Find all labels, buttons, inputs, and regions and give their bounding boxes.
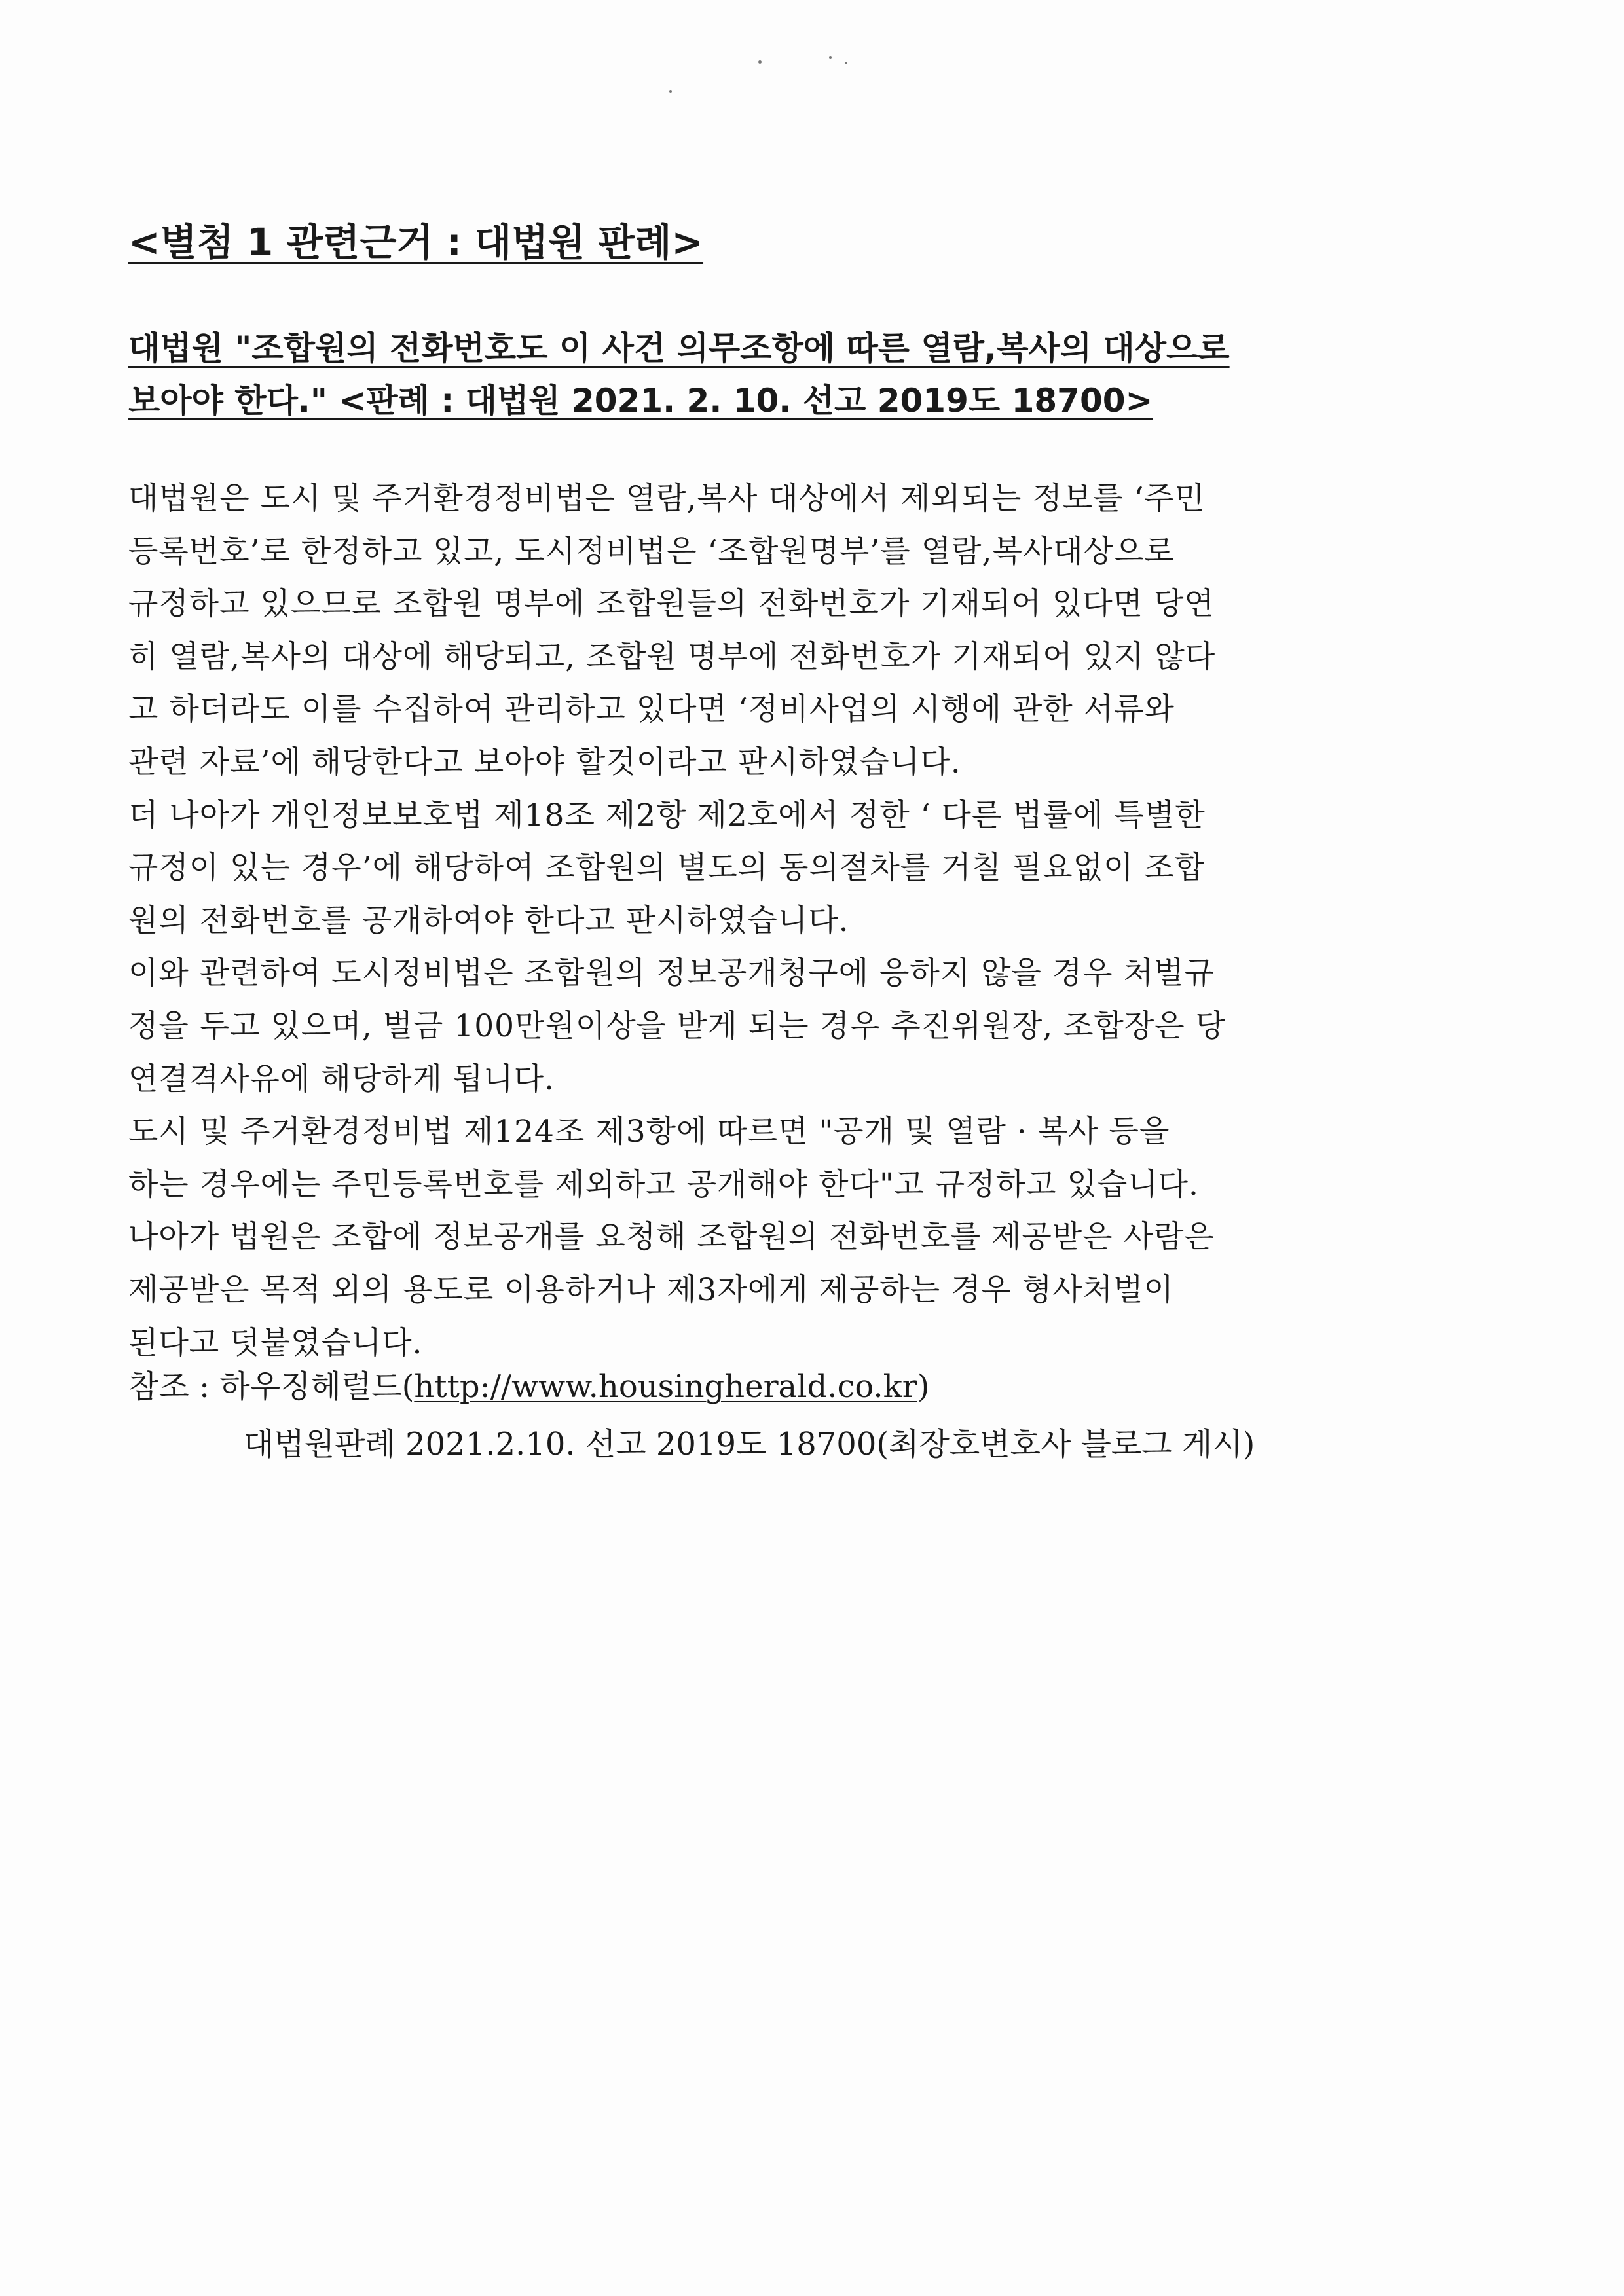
reference-label: 참조 : 하우징헤럴드(	[128, 1368, 415, 1405]
body-line: 제공받은 목적 외의 용도로 이용하거나 제3자에게 제공하는 경우 형사처벌이	[128, 1271, 1174, 1308]
body-paragraphs	[128, 473, 1504, 1370]
body-line: 고 하더라도 이를 수집하여 관리하고 있다면 ‘정비사업의 시행에 관한 서류와	[128, 691, 1175, 728]
reference-url-link[interactable]: http://www.housingherald.co.kr	[414, 1368, 917, 1405]
references	[128, 1358, 1504, 1473]
case-title-line: 대법원 "조합원의 전화번호도 이 사건 의무조항에 따른 열람,복사의 대상으로	[128, 329, 1230, 367]
body-line: 원의 전화번호를 공개하여야 한다고 판시하였습니다.	[128, 902, 849, 939]
body-line: 이와 관련하여 도시정비법은 조합원의 정보공개청구에 응하지 않을 경우 처벌규	[128, 955, 1215, 992]
body-line: 된다고 덧붙였습니다.	[128, 1324, 423, 1361]
reference-case-line: 대법원판례 2021.2.10. 선고 2019도 18700(최장호변호사 블로그 게시)	[244, 1426, 1255, 1463]
attachment-heading: <별첨 1 관련근거 : 대법원 판례>	[128, 220, 704, 264]
body-line: 관련 자료’에 해당한다고 보아야 할것이라고 판시하였습니다.	[128, 744, 961, 780]
body-line: 히 열람,복사의 대상에 해당되고, 조합원 명부에 전화번호가 기재되어 있지 않다	[128, 638, 1216, 675]
reference-close-paren: )	[917, 1368, 930, 1405]
body-line: 도시 및 주거환경정비법 제124조 제3항에 따르면 "공개 및 열람 · 복사 등을	[128, 1114, 1170, 1150]
scan-speck	[669, 90, 672, 93]
body-line: 하는 경우에는 주민등록번호를 제외하고 공개해야 한다"고 규정하고 있습니다.	[128, 1166, 1199, 1203]
body-line: 연결격사유에 해당하게 됩니다.	[128, 1061, 555, 1097]
body-line: 규정이 있는 경우’에 해당하여 조합원의 별도의 동의절차를 거칠 필요없이 조합	[128, 850, 1206, 886]
case-title	[128, 322, 1504, 427]
case-title-line: 보아야 한다." <판례 : 대법원 2021. 2. 10. 선고 2019도 18700>	[128, 382, 1153, 420]
body-line: 규정하고 있으므로 조합원 명부에 조합원들의 전화번호가 기재되어 있다면 당연	[128, 586, 1215, 623]
scan-speck	[829, 56, 832, 59]
body-line: 정을 두고 있으며, 벌금 100만원이상을 받게 되는 경우 추진위원장, 조합장은 당	[128, 1008, 1227, 1044]
scan-speck	[845, 62, 847, 64]
body-line: 대법원은 도시 및 주거환경정비법은 열람,복사 대상에서 제외되는 정보를 ‘주민	[128, 481, 1206, 517]
scan-speck	[758, 60, 762, 64]
body-line: 등록번호’로 한정하고 있고, 도시정비법은 ‘조합원명부’를 열람,복사대상으로	[128, 533, 1175, 570]
reference-source-line	[128, 1358, 1504, 1415]
body-line: 나아가 법원은 조합에 정보공개를 요청해 조합원의 전화번호를 제공받은 사람은	[128, 1219, 1215, 1256]
body-line: 더 나아가 개인정보보호법 제18조 제2항 제2호에서 정한 ‘ 다른 법률에 특별한	[128, 797, 1206, 833]
